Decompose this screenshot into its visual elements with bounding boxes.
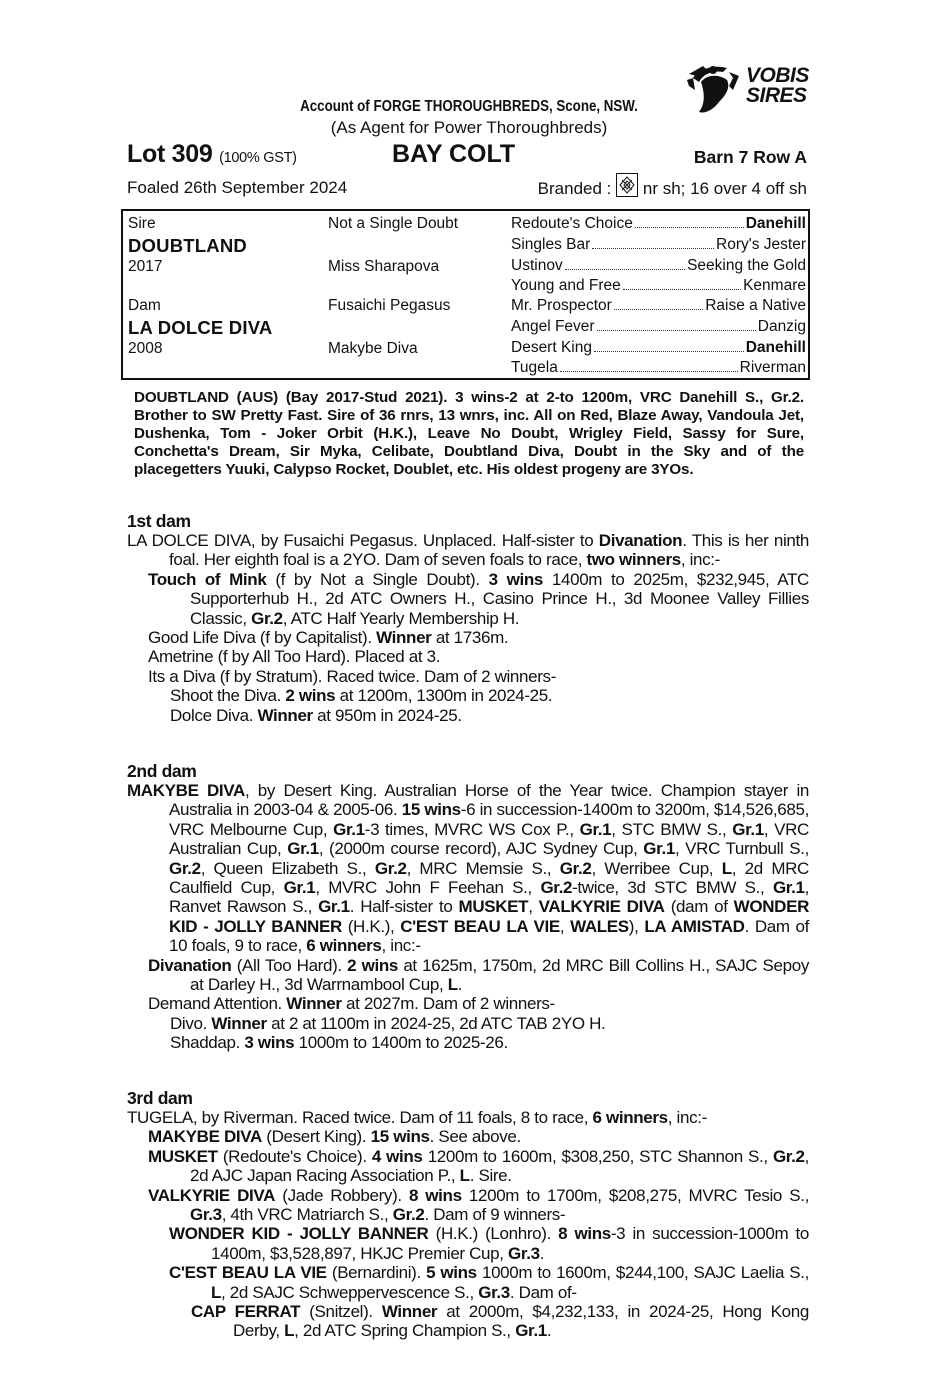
- wins: 8 wins: [408, 1185, 462, 1205]
- leader-dots: [614, 297, 703, 310]
- text: Shaddap.: [170, 1033, 245, 1053]
- text: . Sire.: [469, 1166, 512, 1186]
- text: at 950m in 2024-25.: [312, 705, 462, 725]
- grade: Gr.2: [559, 858, 592, 878]
- second-dam-section: [127, 761, 809, 1053]
- text: .: [539, 1243, 545, 1263]
- wins: Winner: [286, 994, 342, 1014]
- text: , 2d SAJC Schweppervescence S.,: [221, 1282, 479, 1302]
- text: , Werribee Cup,: [591, 858, 722, 878]
- third-dam-section: [127, 1088, 809, 1341]
- text: . This is her ninth foal. Her eighth foal is a 2YO. Dam of seven foals to race,: [169, 531, 809, 570]
- lot-label: Lot 309: [127, 140, 213, 168]
- wins: 3 wins: [244, 1033, 295, 1053]
- text: . Dam of 9 winners-: [424, 1205, 566, 1225]
- great-grand-progeny-entry: [127, 1302, 809, 1341]
- logo-line2: SIRES: [746, 84, 807, 107]
- wins: 15 wins: [370, 1127, 430, 1147]
- wins: 2 wins: [285, 686, 336, 706]
- grade: L: [284, 1321, 295, 1341]
- text: . See above.: [429, 1127, 521, 1147]
- text: Shoot the Diva.: [170, 686, 286, 706]
- branded-info: [538, 173, 807, 199]
- wins: 5 wins: [426, 1263, 477, 1283]
- text: , 4th VRC Matriarch S.,: [221, 1205, 393, 1225]
- gg-left: Redoute's Choice: [511, 215, 633, 232]
- gg-right: Danehill: [745, 215, 806, 232]
- dam-dam: Makybe Diva: [328, 340, 418, 357]
- gg-right: Riverman: [739, 359, 806, 376]
- section-heading: 3rd dam: [127, 1088, 193, 1108]
- text: 1400m to 2025m, $232,945, ATC Supporterhub H., 2d ATC Owners H., Casino Prince H., 3d Moonee Valley Fillies Classic,: [190, 569, 809, 628]
- dam-paragraph: [127, 1108, 809, 1127]
- grade: L: [211, 1282, 222, 1302]
- grade: Gr.2: [540, 878, 573, 898]
- text: , inc:-: [381, 936, 421, 956]
- text: .: [457, 975, 463, 995]
- gg-right: Raise a Native: [705, 297, 806, 314]
- progeny-entry: Ametrine (f by All Too Hard). Placed at 3.: [148, 647, 441, 667]
- sire-label: Sire: [128, 215, 156, 232]
- great-grandparent-row: [511, 277, 806, 295]
- grade: Gr.3: [478, 1282, 510, 1302]
- horse-name: WONDER KID - JOLLY BANNER: [169, 1224, 429, 1244]
- gg-right: Seeking the Gold: [687, 257, 806, 274]
- text: 1000m to 1400m to 2025-26.: [294, 1033, 508, 1053]
- gg-right: Danehill: [745, 339, 806, 356]
- text: 1000m to 1600m, $244,100, SAJC Laelia S.,: [476, 1263, 809, 1283]
- grade: Gr.1: [318, 897, 350, 917]
- text: TUGELA, by Riverman. Raced twice. Dam of 11 foals, 8 to race,: [127, 1108, 593, 1127]
- horse-name: LA AMISTAD: [644, 916, 745, 936]
- progeny-entry: [127, 1147, 809, 1186]
- winners-count: two winners: [586, 550, 681, 570]
- vendor-account: Account of FORGE THOROUGHBREDS, Scone, NSW.: [300, 98, 638, 115]
- text: , VRC Turnbull S.,: [674, 839, 809, 859]
- grade: L: [459, 1166, 470, 1186]
- text: ,: [559, 916, 571, 936]
- great-grandparent-row: [511, 215, 806, 233]
- logo-line1: VOBIS: [746, 64, 809, 87]
- wins: 8 wins: [558, 1224, 611, 1244]
- dam-paragraph: [127, 781, 809, 956]
- wins: Winner: [211, 1013, 267, 1033]
- horse-name: Divanation: [148, 955, 232, 975]
- grade: Gr.1: [732, 819, 764, 839]
- barn-location: Barn 7 Row A: [693, 147, 807, 167]
- grand-progeny-entry: [127, 1033, 809, 1052]
- leader-dots: [565, 257, 685, 270]
- wins: 3 wins: [488, 569, 543, 589]
- grade: Gr.1: [579, 819, 612, 839]
- dam-paragraph: [127, 531, 809, 570]
- text: , by Desert King. Australian Horse of the Year twice. Champion stayer in Australia in 2003-04 & 2005-06.: [169, 781, 809, 820]
- text: (f by Not a Single Doubt).: [266, 569, 489, 589]
- sire-sire: Not a Single Doubt: [328, 215, 459, 232]
- sire-dam: Miss Sharapova: [328, 258, 440, 275]
- text: , 2d MRC Caulfield Cup,: [169, 858, 809, 898]
- leader-dots: [635, 215, 744, 228]
- text: -3 in succession-1000m to 1400m, $3,528,897, HKJC Premier Cup,: [211, 1224, 809, 1263]
- dam-name: LA DOLCE DIVA: [128, 317, 273, 338]
- text: at 2000m, $4,232,133, in 2024-25, Hong Kong Derby,: [233, 1302, 809, 1341]
- branded-detail: nr sh; 16 over 4 off sh: [642, 179, 807, 198]
- text: (Jade Robbery).: [275, 1185, 409, 1205]
- progeny-entry: Its a Diva (f by Stratum). Raced twice. Dam of 2 winners-: [148, 666, 557, 686]
- brand-mark-icon: [616, 173, 638, 197]
- text: -twice, 3d STC BMW S.,: [572, 878, 773, 898]
- grade: Gr.2: [251, 608, 283, 628]
- text: 1200m to 1600m, $308,250, STC Shannon S.,: [422, 1146, 773, 1166]
- section-heading: 1st dam: [127, 511, 191, 531]
- gg-right: Rory's Jester: [716, 236, 806, 253]
- text: at 2027m. Dam of 2 winners-: [341, 994, 555, 1014]
- grade: Gr.1: [515, 1321, 547, 1341]
- grade: Gr.1: [287, 839, 319, 859]
- gg-left: Desert King: [511, 339, 592, 356]
- text: , MRC Memsie S.,: [406, 858, 560, 878]
- text: LA DOLCE DIVA, by Fusaichi Pegasus. Unplaced. Half-sister to: [127, 531, 599, 550]
- text: ,: [528, 897, 539, 917]
- sire-name: DOUBTLAND: [128, 235, 247, 256]
- progeny-entry: [127, 1127, 809, 1146]
- progeny-entry: [127, 956, 809, 995]
- text: at 1200m, 1300m in 2024-25.: [335, 686, 553, 706]
- horse-name: WALES: [570, 916, 629, 936]
- horse-name: VALKYRIE DIVA: [148, 1185, 276, 1205]
- horse-name: WONDER KID - JOLLY BANNER: [169, 897, 810, 936]
- grade: Gr.1: [283, 878, 316, 898]
- progeny-entry: [127, 1186, 809, 1225]
- wins: Winner: [376, 628, 432, 648]
- gg-left: Ustinov: [511, 257, 563, 274]
- leader-dots: [623, 277, 741, 290]
- grade: L: [447, 975, 458, 995]
- grade: Gr.3: [508, 1243, 540, 1263]
- text: , 2d AJC Japan Racing Association P.,: [190, 1146, 809, 1186]
- text: -6 in succession-1400m to 3200m, $14,526,685, VRC Melbourne Cup,: [169, 800, 809, 839]
- wins: Winner: [257, 705, 313, 725]
- dam-year: 2008: [128, 340, 163, 357]
- wins: Winner: [381, 1302, 438, 1322]
- progeny-entry: [127, 628, 809, 647]
- branded-label: Branded :: [537, 179, 612, 198]
- grand-progeny-entry: [127, 1014, 809, 1033]
- text: Divo.: [170, 1013, 212, 1033]
- text: (Redoute's Choice).: [217, 1146, 372, 1166]
- text: -3 times, MVRC WS Cox P.,: [364, 819, 580, 839]
- text: at 1736m.: [431, 628, 509, 648]
- horse-name: MAKYBE DIVA: [127, 781, 245, 800]
- text: Dolce Diva.: [170, 705, 258, 725]
- text: , MVRC John F Feehan S.,: [315, 878, 541, 898]
- first-dam-section: [127, 511, 809, 725]
- gg-left: Young and Free: [511, 277, 621, 294]
- dam-label: Dam: [128, 297, 161, 314]
- sire-year: 2017: [128, 258, 163, 275]
- great-grandparent-row: [511, 257, 806, 275]
- text: , 2d ATC Spring Champion S.,: [294, 1321, 516, 1341]
- grand-progeny-entry: [127, 1263, 809, 1302]
- grade: Gr.1: [772, 878, 805, 898]
- lot-number: [127, 140, 297, 169]
- text: (Bernardini).: [326, 1263, 427, 1283]
- text: , (2000m course record), AJC Sydney Cup,: [318, 839, 644, 859]
- grand-progeny-entry: [127, 706, 809, 725]
- text: , inc:-: [680, 550, 720, 570]
- gg-right: Kenmare: [743, 277, 806, 294]
- text: . Dam of-: [509, 1282, 577, 1302]
- foaled-date: Foaled 26th September 2024: [127, 178, 348, 197]
- great-grandparent-row: [511, 236, 806, 254]
- dam-sire: Fusaichi Pegasus: [328, 297, 451, 314]
- horse-name: C'EST BEAU LA VIE: [400, 916, 560, 936]
- grade: Gr.1: [333, 819, 365, 839]
- text: (Snitzel).: [300, 1302, 382, 1322]
- text: (Desert King).: [261, 1127, 371, 1147]
- winners-count: 6 winners: [592, 1108, 668, 1127]
- grand-progeny-entry: [127, 1224, 809, 1263]
- great-grandparent-row: [511, 339, 806, 357]
- leader-dots: [594, 339, 744, 352]
- grade: Gr.1: [643, 839, 675, 859]
- text: . Dam of 10 foals, 9 to race,: [169, 916, 809, 956]
- agent-line: (As Agent for Power Thoroughbreds): [330, 118, 608, 137]
- text: 1200m to 1700m, $208,275, MVRC Tesio S.,: [461, 1185, 809, 1205]
- pedigree-table: [121, 209, 810, 380]
- text: ),: [628, 916, 645, 936]
- text: (H.K.) (Lonhro).: [428, 1224, 559, 1244]
- text: at 1625m, 1750m, 2d MRC Bill Collins H., SAJC Sepoy at Darley H., 3d Warrnambool Cup,: [190, 955, 809, 995]
- horse-name: CAP FERRAT: [191, 1302, 301, 1322]
- gg-right: Danzig: [757, 318, 806, 335]
- text: (All Too Hard).: [231, 955, 348, 975]
- section-heading: 2nd dam: [127, 761, 197, 781]
- gg-left: Angel Fever: [511, 318, 595, 335]
- leader-dots: [560, 359, 738, 372]
- text: , inc:-: [667, 1108, 707, 1127]
- text: at 2 at 1100m in 2024-25, 2d ATC TAB 2YO H.: [266, 1013, 606, 1033]
- text: , ATC Half Yearly Membership H.: [282, 608, 520, 628]
- horse-name: VALKYRIE DIVA: [538, 897, 665, 917]
- great-grandparent-row: [511, 318, 806, 336]
- text: (H.K.),: [341, 916, 401, 936]
- text: . Half-sister to: [349, 897, 459, 917]
- text: (dam of: [664, 897, 734, 917]
- grade: Gr.2: [772, 1146, 805, 1166]
- text: , VRC Australian Cup,: [169, 819, 809, 859]
- grade: Gr.2: [374, 858, 407, 878]
- great-grandparent-row: [511, 297, 806, 315]
- sire-summary: DOUBTLAND (AUS) (Bay 2017-Stud 2021). 3 wins-2 at 2-to 1200m, VRC Danehill S., Gr.2. Brother to SW Pretty Fast. Sire of 36 rnrs, 13 wnrs, inc. All on Red, Blaze Away, Vandoula Jet, Dushenka, Tom - Joker Orbit (H.K.), Leave No Doubt, Wrigley Field, Sassy for Sure, Conchetta's Dream, Sir Myka, Celibate, Doubtland Diva, Doubt in the Sky and of the placegetters Yuuki, Calypso Rocket, Doublet, etc. His oldest progeny are 3YOs.: [134, 389, 804, 478]
- grade: L: [721, 858, 732, 878]
- winners-count: 6 winners: [306, 936, 382, 956]
- text: , STC BMW S.,: [611, 819, 733, 839]
- text: .: [546, 1321, 552, 1341]
- wins: 15 wins: [401, 800, 461, 820]
- text: , Queen Elizabeth S.,: [200, 858, 375, 878]
- leader-dots: [597, 318, 756, 331]
- gg-left: Singles Bar: [511, 236, 591, 253]
- grade: Gr.3: [190, 1205, 222, 1225]
- horse-name: Touch of Mink: [148, 569, 267, 589]
- wins: 2 wins: [347, 955, 398, 975]
- grade: Gr.2: [392, 1205, 425, 1225]
- text: , Ranvet Rawson S.,: [169, 878, 809, 917]
- gg-left: Mr. Prospector: [511, 297, 612, 314]
- horse-description: BAY COLT: [392, 140, 516, 168]
- grade: Gr.2: [169, 858, 201, 878]
- progeny-entry: [127, 994, 809, 1013]
- text: Good Life Diva (f by Capitalist).: [148, 628, 377, 648]
- great-grandparent-row: [511, 359, 806, 377]
- text: Demand Attention.: [148, 994, 287, 1014]
- grand-progeny-entry: [127, 686, 809, 705]
- progeny-entry: [127, 570, 809, 628]
- leader-dots: [592, 236, 714, 249]
- gst-note: (100% GST): [219, 150, 297, 166]
- wins: 4 wins: [371, 1146, 423, 1166]
- gg-left: Tugela: [511, 359, 558, 376]
- horse-name: MAKYBE DIVA: [148, 1127, 262, 1147]
- horse-name: C'EST BEAU LA VIE: [169, 1263, 327, 1283]
- horse-name: MUSKET: [458, 897, 529, 917]
- horse-name: Divanation: [598, 531, 683, 550]
- horse-name: MUSKET: [148, 1146, 218, 1166]
